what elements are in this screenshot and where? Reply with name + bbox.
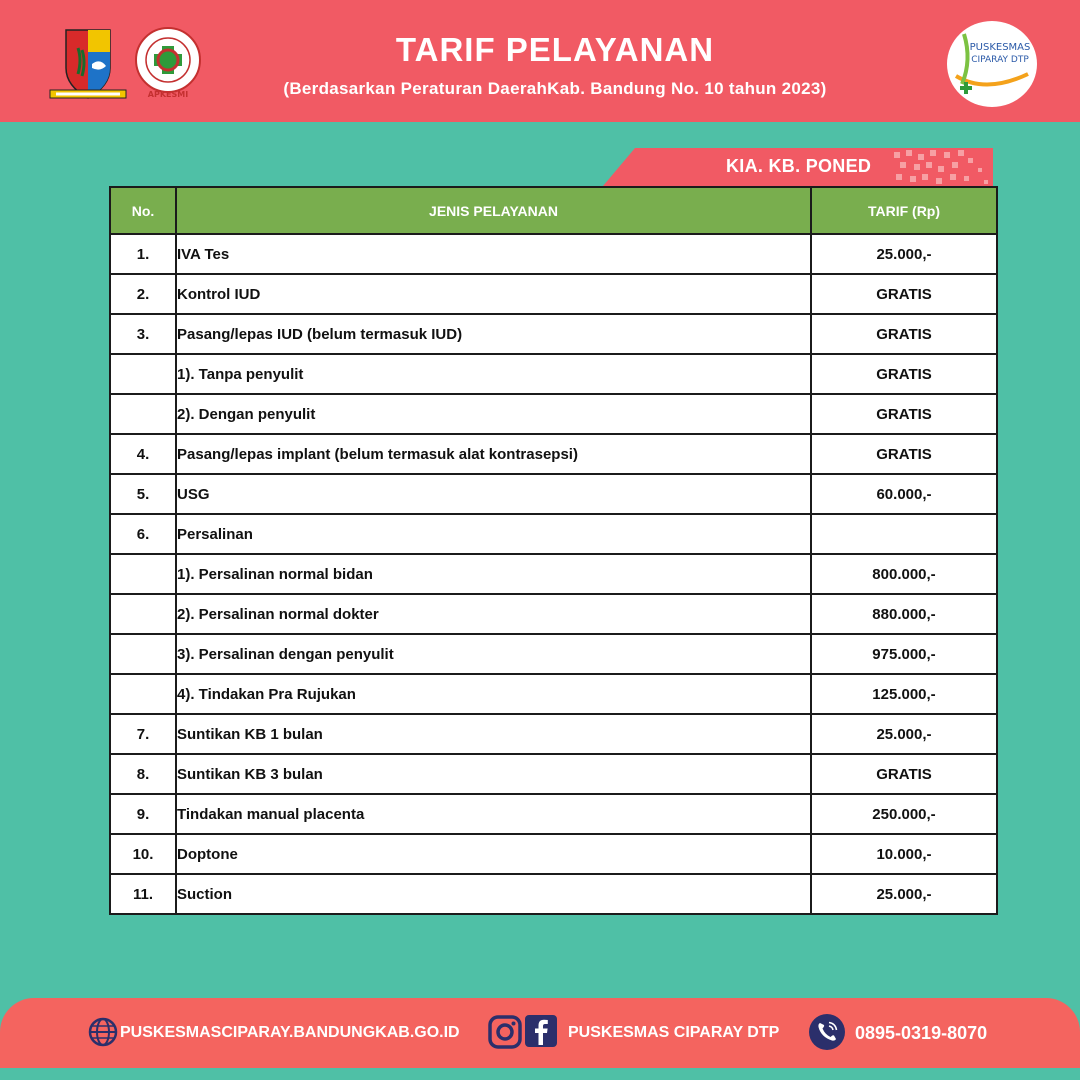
table-row <box>110 554 997 594</box>
pixel-decoration <box>892 148 992 186</box>
table-row <box>110 434 997 474</box>
row-tariff: GRATIS <box>811 434 997 474</box>
row-number <box>110 394 176 434</box>
row-service: Pasang/lepas implant (belum termasuk alat kontrasepsi) <box>176 434 811 474</box>
row-service: Pasang/lepas IUD (belum termasuk IUD) <box>176 314 811 354</box>
globe-icon <box>88 1017 118 1047</box>
row-number: 11. <box>110 874 176 914</box>
table-row <box>110 834 997 874</box>
page-subtitle: (Berdasarkan Peraturan DaerahKab. Bandung No. 10 tahun 2023) <box>283 79 827 98</box>
row-number: 9. <box>110 794 176 834</box>
table-row <box>110 674 997 714</box>
row-service: Tindakan manual placenta <box>176 794 811 834</box>
row-number <box>110 674 176 714</box>
row-number: 7. <box>110 714 176 754</box>
row-service: Persalinan <box>176 514 811 554</box>
row-tariff: GRATIS <box>811 354 997 394</box>
row-number: 2. <box>110 274 176 314</box>
svg-text:CIPARAY DTP: CIPARAY DTP <box>971 55 1029 65</box>
row-tariff: 10.000,- <box>811 834 997 874</box>
row-service: 4). Tindakan Pra Rujukan <box>176 674 811 714</box>
row-number <box>110 354 176 394</box>
row-service: 3). Persalinan dengan penyulit <box>176 634 811 674</box>
facebook-icon[interactable] <box>525 1015 557 1047</box>
row-number: 4. <box>110 434 176 474</box>
column-header-no: No. <box>110 187 176 234</box>
table-header-row <box>110 187 997 234</box>
row-tariff: 880.000,- <box>811 594 997 634</box>
row-service: Kontrol IUD <box>176 274 811 314</box>
row-service: 2). Persalinan normal dokter <box>176 594 811 634</box>
row-tariff: 25.000,- <box>811 714 997 754</box>
table-row <box>110 354 997 394</box>
table-row <box>110 714 997 754</box>
row-number <box>110 554 176 594</box>
instagram-icon[interactable] <box>488 1015 522 1049</box>
row-tariff: 250.000,- <box>811 794 997 834</box>
row-service: Suntikan KB 1 bulan <box>176 714 811 754</box>
row-number: 3. <box>110 314 176 354</box>
row-tariff: 125.000,- <box>811 674 997 714</box>
svg-text:APKESMI: APKESMI <box>147 90 189 99</box>
tariff-table <box>109 186 998 915</box>
row-service: Suntikan KB 3 bulan <box>176 754 811 794</box>
row-number: 10. <box>110 834 176 874</box>
social-handle[interactable]: PUSKESMAS CIPARAY DTP <box>568 1024 780 1041</box>
row-number: 8. <box>110 754 176 794</box>
row-number <box>110 594 176 634</box>
row-tariff: GRATIS <box>811 394 997 434</box>
table-row <box>110 474 997 514</box>
table-row <box>110 514 997 554</box>
row-number: 5. <box>110 474 176 514</box>
svg-text:PUSKESMAS: PUSKESMAS <box>969 42 1031 53</box>
table-row <box>110 634 997 674</box>
table-row <box>110 234 997 274</box>
column-header-tariff: TARIF (Rp) <box>811 187 997 234</box>
row-service: Doptone <box>176 834 811 874</box>
section-label: KIA. KB. PONED <box>726 156 872 176</box>
row-tariff <box>811 514 997 554</box>
row-tariff: 800.000,- <box>811 554 997 594</box>
website-link[interactable]: PUSKESMASCIPARAY.BANDUNGKAB.GO.ID <box>120 1024 460 1041</box>
row-tariff: 25.000,- <box>811 874 997 914</box>
page-title: TARIF PELAYANAN <box>395 31 715 68</box>
table-row <box>110 754 997 794</box>
table-row <box>110 394 997 434</box>
row-number <box>110 634 176 674</box>
row-service: 2). Dengan penyulit <box>176 394 811 434</box>
row-tariff: GRATIS <box>811 274 997 314</box>
row-tariff: GRATIS <box>811 754 997 794</box>
phone-number[interactable]: 0895-0319-8070 <box>855 1023 988 1043</box>
phone-icon <box>808 1013 846 1051</box>
table-row <box>110 874 997 914</box>
row-tariff: GRATIS <box>811 314 997 354</box>
row-service: 1). Persalinan normal bidan <box>176 554 811 594</box>
row-tariff: 975.000,- <box>811 634 997 674</box>
row-number: 1. <box>110 234 176 274</box>
row-tariff: 25.000,- <box>811 234 997 274</box>
table-row <box>110 314 997 354</box>
row-number: 6. <box>110 514 176 554</box>
column-header-service: JENIS PELAYANAN <box>176 187 811 234</box>
table-row <box>110 594 997 634</box>
puskesmas-ciparay-logo <box>946 20 1038 108</box>
row-tariff: 60.000,- <box>811 474 997 514</box>
table-row <box>110 274 997 314</box>
row-service: IVA Tes <box>176 234 811 274</box>
table-row <box>110 794 997 834</box>
row-service: 1). Tanpa penyulit <box>176 354 811 394</box>
row-service: Suction <box>176 874 811 914</box>
row-service: USG <box>176 474 811 514</box>
